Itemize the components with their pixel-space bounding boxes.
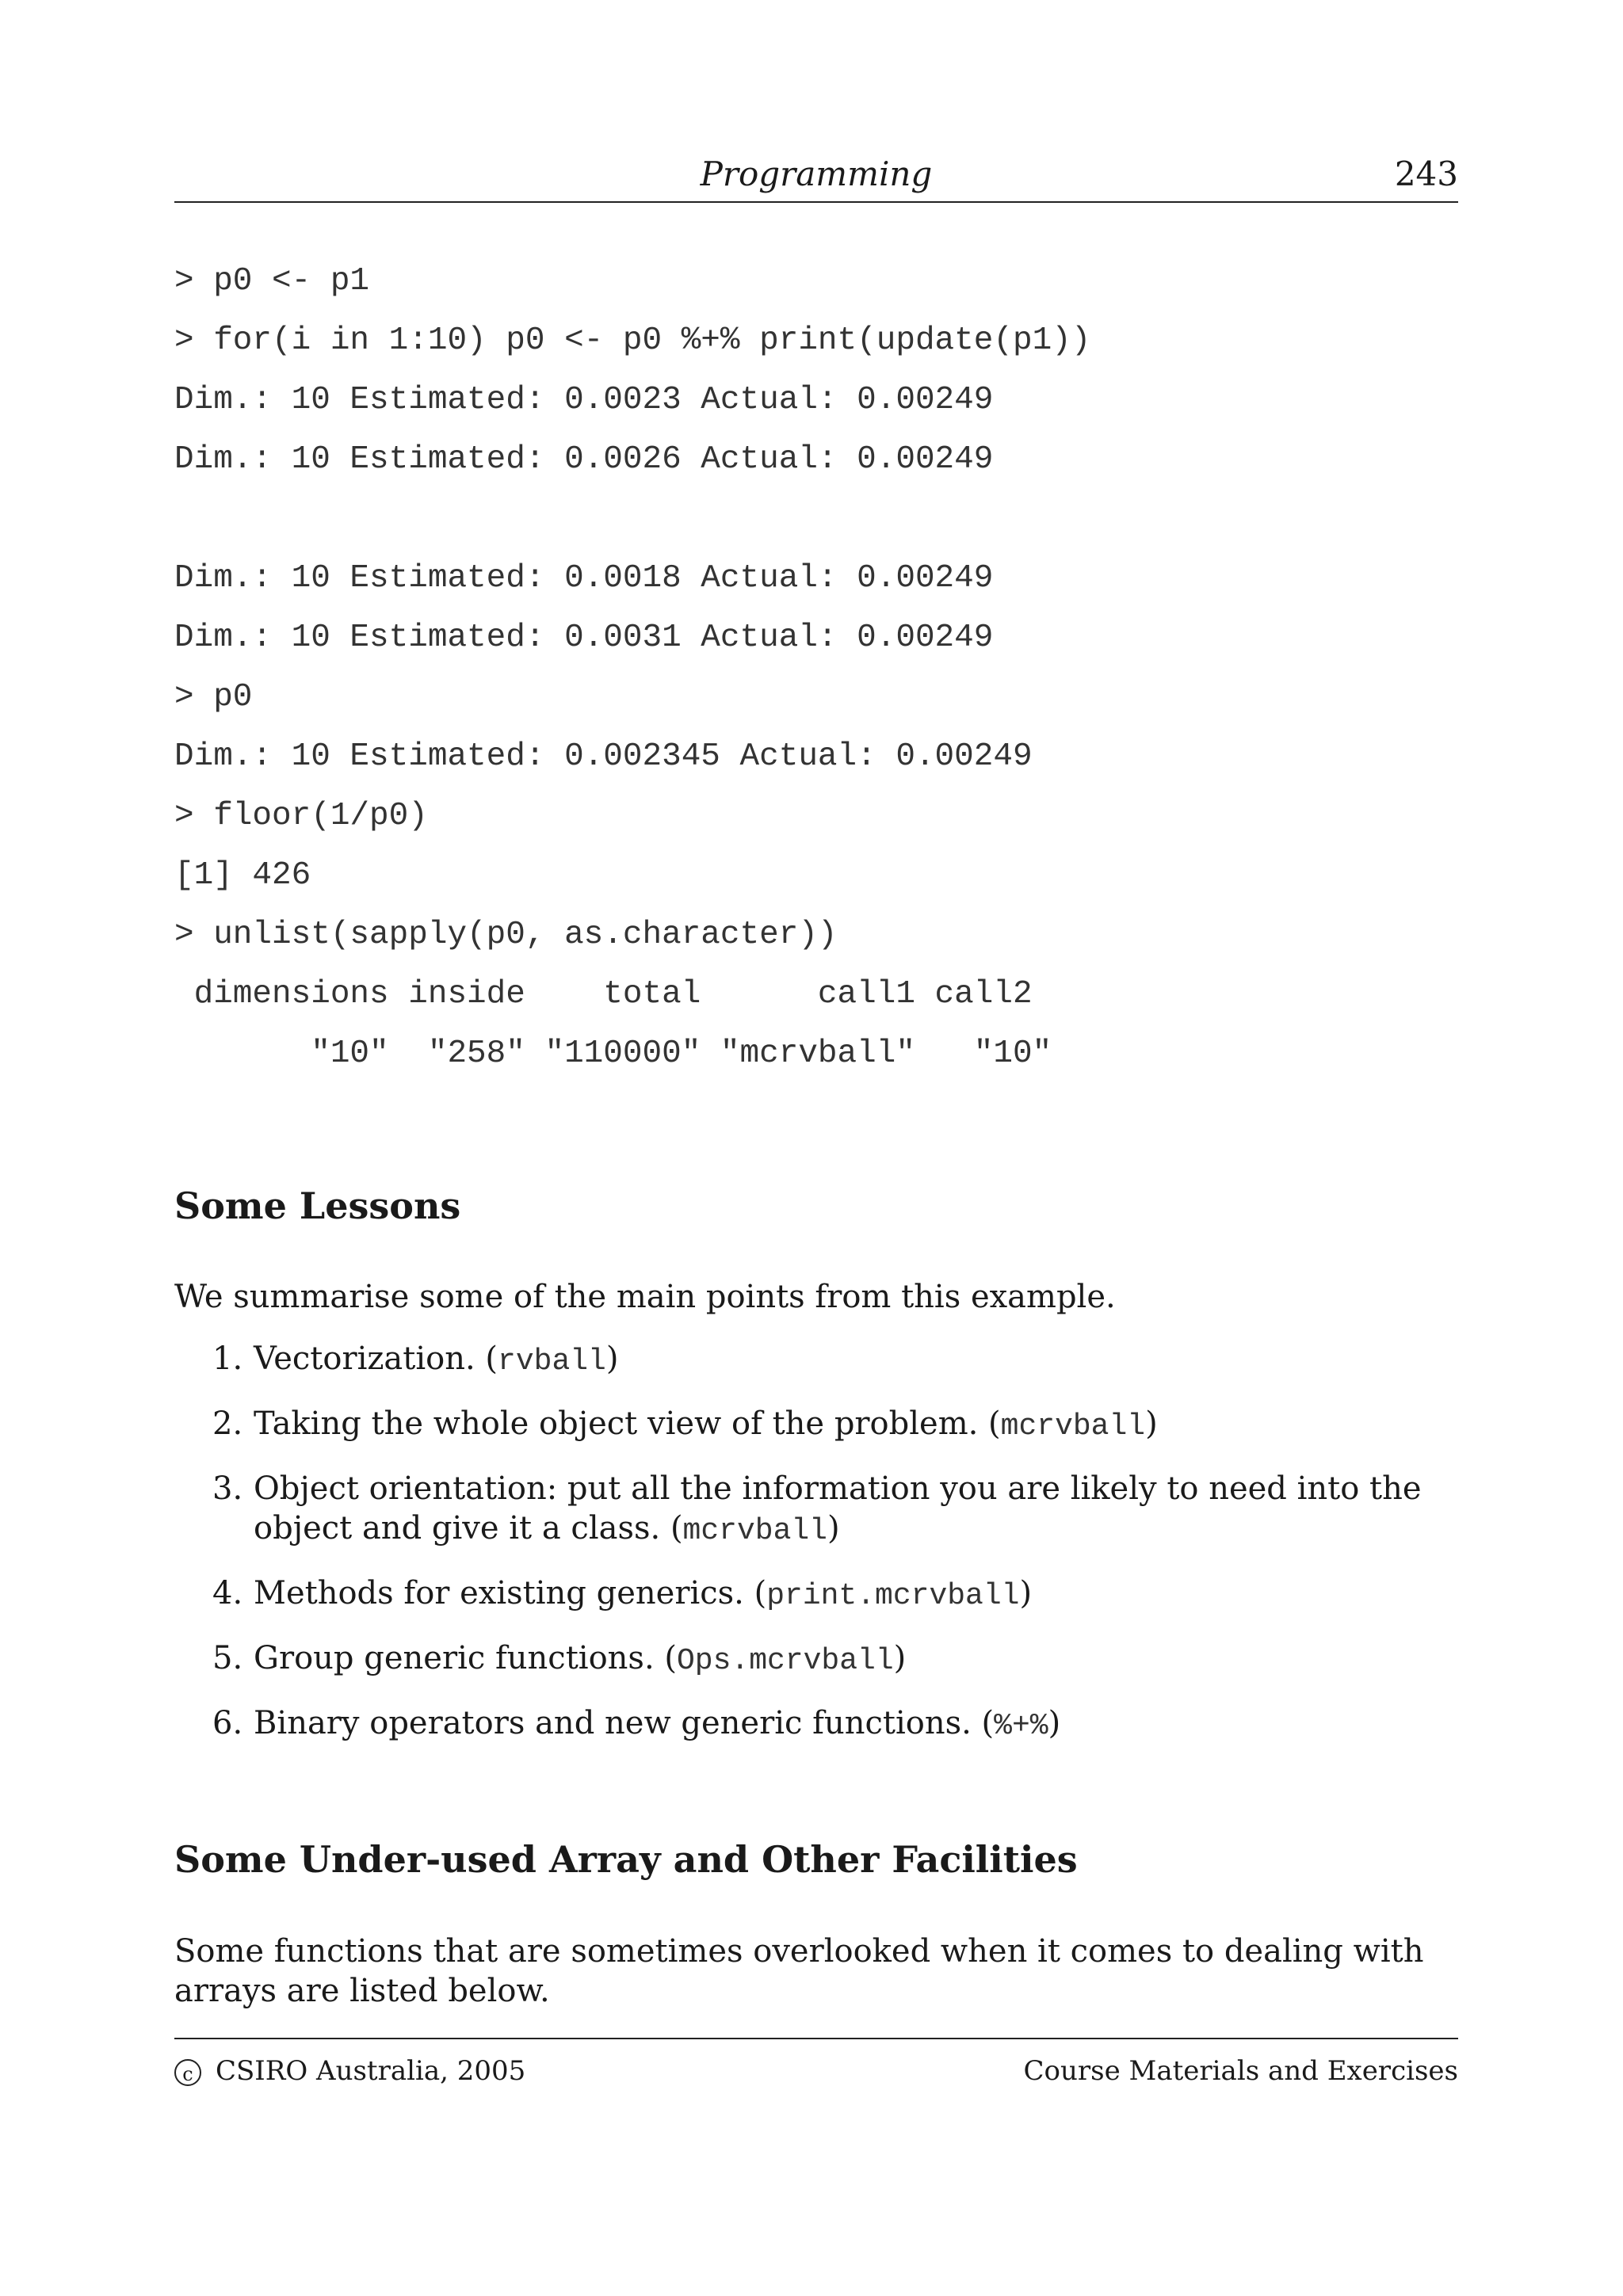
- list-item: [174, 1638, 1458, 1681]
- code-line: Dim.: 10 Estimated: 0.0031 Actual: 0.00249: [174, 620, 994, 656]
- code-line: [174, 499, 1458, 559]
- list-item: [174, 1339, 1458, 1382]
- section-heading-some-lessons: Some Lessons: [174, 1184, 461, 1227]
- list-item-code: Ops.mcrvball: [676, 1644, 894, 1678]
- list-item: [174, 1469, 1458, 1551]
- list-item-close: ): [1048, 1705, 1061, 1741]
- section-intro-paragraph: We summarise some of the main points from this example.: [174, 1279, 1116, 1315]
- list-item-code: %+%: [994, 1709, 1048, 1743]
- copyright-icon: c: [174, 2059, 201, 2086]
- list-item-close: ): [605, 1341, 619, 1377]
- list-item: [174, 1703, 1458, 1746]
- list-item-close: ): [1145, 1405, 1158, 1442]
- list-item-code: rvball: [498, 1344, 606, 1379]
- footer-left: [174, 2054, 525, 2088]
- list-item-text: Binary operators and new generic functions. (: [254, 1705, 995, 1741]
- list-item-text: Group generic functions. (: [254, 1640, 677, 1676]
- section-intro-paragraph: Some functions that are sometimes overlooked when it comes to dealing with arrays are listed below.: [174, 1933, 1424, 2009]
- list-item-text: Vectorization. (: [254, 1341, 498, 1377]
- list-item-close: ): [893, 1640, 907, 1676]
- running-header: [174, 151, 1458, 203]
- code-line: > unlist(sapply(p0, as.character)): [174, 917, 838, 953]
- code-line: > p0 <- p1: [174, 263, 370, 299]
- list-item-text: Methods for existing generics. (: [254, 1575, 767, 1611]
- list-item-number: 4.: [212, 1575, 243, 1611]
- code-line: > p0: [174, 679, 253, 715]
- list-item-code: mcrvball: [1000, 1409, 1146, 1444]
- section-heading-array-facilities: Some Under-used Array and Other Facilities: [174, 1838, 1078, 1881]
- list-item-number: 3.: [212, 1470, 243, 1507]
- code-line: Dim.: 10 Estimated: 0.0018 Actual: 0.00249: [174, 560, 994, 597]
- code-listing: [174, 261, 1458, 1093]
- list-item: [174, 1404, 1458, 1447]
- footer-right-text: Course Materials and Exercises: [1023, 2055, 1458, 2087]
- code-line: dimensions inside total call1 call2: [174, 976, 1033, 1013]
- list-item-code: mcrvball: [682, 1514, 827, 1548]
- list-item-text: Taking the whole object view of the problem. (: [254, 1405, 1001, 1442]
- list-item-number: 6.: [212, 1705, 243, 1741]
- list-item-close: ): [1019, 1575, 1033, 1611]
- code-line: [1] 426: [174, 857, 311, 894]
- list-item-text: Object orientation: put all the information you are likely to need into the object and give it a class. (: [254, 1470, 1422, 1547]
- running-header-title: Programming: [700, 154, 933, 193]
- lessons-list: [174, 1339, 1458, 1768]
- list-item-number: 2.: [212, 1405, 243, 1442]
- footer-copyright-text: CSIRO Australia, 2005: [216, 2055, 526, 2087]
- list-item-number: 5.: [212, 1640, 243, 1676]
- code-line: > floor(1/p0): [174, 798, 428, 834]
- code-line: Dim.: 10 Estimated: 0.002345 Actual: 0.00249: [174, 738, 1033, 775]
- list-item-number: 1.: [212, 1341, 243, 1377]
- list-item-close: ): [827, 1510, 840, 1547]
- code-line: Dim.: 10 Estimated: 0.0026 Actual: 0.00249: [174, 441, 994, 478]
- page-footer: [174, 2038, 1458, 2087]
- page-number: 243: [1394, 154, 1458, 193]
- list-item: [174, 1573, 1458, 1616]
- code-line: > for(i in 1:10) p0 <- p0 %+% print(update(p1)): [174, 322, 1091, 359]
- code-line: "10" "258" "110000" "mcrvball" "10": [174, 1035, 1052, 1072]
- code-line: Dim.: 10 Estimated: 0.0023 Actual: 0.00249: [174, 382, 994, 418]
- list-item-code: print.mcrvball: [766, 1579, 1020, 1613]
